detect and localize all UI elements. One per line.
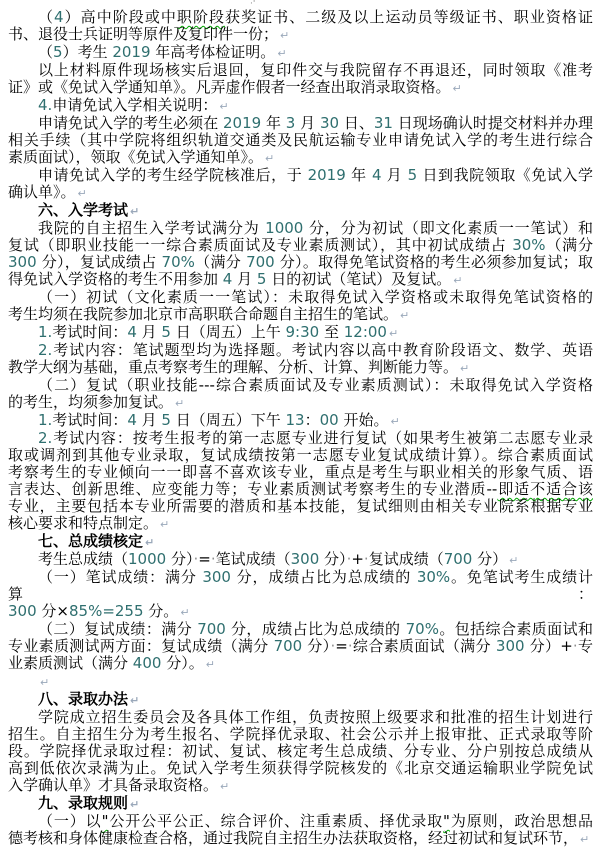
- text-run: 入学确认单》才具备录取资格。: [8, 776, 219, 794]
- text-line: [8, 569, 593, 603]
- text-line: [8, 115, 593, 132]
- paragraph-mark-icon: ↵: [40, 676, 50, 689]
- text-run: 德考核和身体健康检查合格，通过我院自主招生办法获取资格，经过初试和复试环节，: [8, 829, 579, 847]
- paragraph-mark-icon: ↵: [175, 397, 185, 410]
- text-run: 考生均须在我院参加北京市高职联合命题自主招生的笔试。: [8, 305, 399, 323]
- text-run: 的考生，均须参加复试。: [8, 393, 174, 411]
- grammar-underline: 即适不适合该: [497, 480, 593, 498]
- text-run: 复试（即职业技能一一综合素质面试及专业素质测试），其中初试成绩占 30%（满分: [8, 236, 593, 254]
- text-line: [8, 149, 593, 167]
- text-line: [8, 551, 593, 569]
- paragraph-mark-icon: ↵: [453, 274, 463, 287]
- grammar-underline: ": [443, 812, 450, 830]
- grammar-underline: 职阶段: [176, 8, 226, 26]
- text-line: [8, 533, 593, 551]
- paragraph-mark-icon: ↵: [388, 327, 399, 340]
- text-line: [8, 26, 593, 44]
- text-line: [8, 62, 593, 79]
- text-run: 相关手续（其中学院将组织轨道交通类及民航运输专业申请免试入学的考生进行综合: [8, 131, 593, 149]
- text-line: [8, 184, 593, 202]
- paragraph: [8, 220, 593, 289]
- text-line: [8, 132, 593, 149]
- text-run: 书、退役士兵证明等原件及复印件一份；: [8, 25, 279, 43]
- text-run: 确认单》。: [8, 183, 76, 201]
- text-run: （一）初试（文化素质一一笔试）：未取得免试入学资格或未取得免笔试资格的: [38, 288, 593, 306]
- text-run: 300 分），复试成绩占 70%（满分 700 分）。取得免笔试资格的考生必须参加复试；取: [8, 253, 593, 271]
- paragraph-mark-icon: ↵: [400, 309, 410, 322]
- section-heading: [8, 202, 593, 220]
- text-run: 1.考试时间：4 月 5 日（周五）上午 9:30 至 12:00: [38, 323, 387, 341]
- text-line: [8, 726, 593, 743]
- text-run: 证》或《免试入学通知单》。凡弄虚作假者一经查出取消录取资格。: [8, 78, 451, 96]
- text-run: 以上材料原件现场核实后退回，复印件交与我院留存不再退还，同时领取《准考: [38, 61, 593, 79]
- paragraph-mark-icon: ↵: [265, 152, 275, 165]
- text-line: [8, 515, 593, 533]
- text-run: 素质面试），领取《免试入学通知单》。: [8, 148, 264, 166]
- text-run: （一）以"公开公平公正、综合评价、注重素质、择优录取"为原则，政治思想品: [38, 812, 593, 830]
- paragraph: [8, 569, 593, 621]
- text-line: [8, 691, 593, 709]
- paragraph-mark-icon: ↵: [220, 780, 230, 793]
- paragraph-mark-icon: ↵: [219, 100, 229, 113]
- paragraph: [8, 324, 593, 342]
- text-run: 学院成立招生委员会及各具体工作组，负责按照上级要求和批准的招生计划进行: [38, 708, 593, 726]
- paragraph-mark-icon: ↵: [130, 798, 140, 811]
- paragraph-mark-icon: ↵: [77, 187, 87, 200]
- text-run: 300 分×85%=255 分。: [8, 602, 179, 620]
- text-line: [8, 830, 593, 848]
- paragraph: [8, 709, 593, 795]
- text-run: （4）高中阶段或中职阶段获奖证书、二级及以上运动员等级证书、职业资格证: [38, 8, 593, 26]
- text-line: [8, 795, 593, 813]
- text-line: [8, 79, 593, 97]
- paragraph: [8, 377, 593, 412]
- text-run: 六、入学考试: [38, 201, 129, 219]
- text-line: [8, 813, 593, 830]
- text-line: [8, 655, 593, 673]
- text-line: [8, 289, 593, 306]
- text-run: 核心要求和特点制定。: [8, 514, 159, 532]
- grammar-underline: ": [101, 812, 109, 830]
- paragraph: [8, 9, 593, 44]
- text-run: 言表达、创新思维、应变能力等；专业素质测试考察考生的专业潜质--即适不适合该: [8, 480, 593, 498]
- text-run: （一）笔试成绩：满分 300 分，成绩占比为总成绩的 30%。免笔试考生成绩计算：: [8, 568, 593, 603]
- paragraph: [8, 289, 593, 324]
- text-line: [8, 394, 593, 412]
- text-run: 段。学院择优录取过程：初试、复试、核定考生总成绩、分专业、分户别按总成绩从: [8, 742, 593, 760]
- text-run: （二）复试成绩：满分 700 分，成绩占比为总成绩的 70%。包括综合素质面试和: [38, 620, 593, 638]
- text-line: [8, 603, 593, 621]
- paragraph-mark-icon: ↵: [130, 694, 140, 707]
- text-run: 2.考试内容：笔试题型均为选择题。考试内容以高中教育阶段语文、数学、英语: [38, 341, 593, 359]
- text-run: 2.考试内容：按考生报考的第一志愿专业进行复试（如果考生被第二志愿专业录: [38, 429, 593, 447]
- text-line: [8, 709, 593, 726]
- stray-mark: ·': [250, 0, 256, 9]
- text-run: 我院的自主招生入学考试满分为 1000 分，分为初试（即文化素质一一笔试）和: [38, 219, 593, 237]
- paragraph-mark-icon: ↵: [277, 47, 287, 60]
- text-run: 专业，主要包括本专业所需要的潜质和基本技能，复试细则由相关专业院系根据专业: [8, 497, 593, 515]
- paragraph-mark-icon: ↵: [580, 833, 590, 846]
- text-line: [8, 777, 593, 795]
- text-line: [8, 359, 593, 377]
- paragraph: [8, 44, 593, 62]
- text-run: 1.考试时间：4 月 5 日（周五）下午 13：00 开始。: [38, 411, 389, 429]
- section-heading: [8, 533, 593, 551]
- text-line: [8, 237, 593, 254]
- paragraph-mark-icon: ↵: [205, 658, 215, 671]
- text-run: 申请免试入学的考生必须在 2019 年 3 月 30 日、31 日现场确认时提交材料并办理: [38, 114, 593, 132]
- text-run: （二）复试（职业技能---综合素质面试及专业素质测试）：未取得免试入学资格: [38, 376, 593, 394]
- text-line: [8, 481, 593, 498]
- paragraph: [8, 551, 593, 569]
- text-line: [8, 760, 593, 777]
- text-run: 专业素质测试两方面：复试成绩（满分 700 分）·=·综合素质面试（满分 300 分）+·专: [8, 637, 593, 655]
- paragraph-mark-icon: ↵: [509, 554, 519, 567]
- text-run: 申请免试入学的考生经学院核准后，于 2019 年 4 月 5 日到我院领取《免试入学: [38, 166, 593, 184]
- text-line: [8, 44, 593, 62]
- text-line: [8, 447, 593, 464]
- text-line: [8, 430, 593, 447]
- paragraph-mark-icon: ↵: [460, 362, 470, 375]
- paragraph-mark-icon: ↵: [452, 82, 462, 95]
- text-line: [8, 271, 593, 289]
- text-line: [8, 412, 593, 430]
- paragraph: [8, 167, 593, 202]
- text-run: 高到低依次录满为止。免试入学考生须获得学院核发的《北京交通运输职业学院免试: [8, 759, 593, 777]
- text-line: [8, 638, 593, 655]
- paragraph: [8, 621, 593, 673]
- text-line: [8, 306, 593, 324]
- text-run: 七、总成绩核定: [38, 532, 144, 550]
- paragraph: [8, 62, 593, 97]
- text-line: [8, 464, 593, 481]
- text-line: [8, 743, 593, 760]
- text-run: 取或调剂到其他专业录取，复试成绩按第一志愿专业复试成绩计算）。综合素质面试: [8, 446, 593, 464]
- text-run: 得免试入学资格的考生不用参加 4 月 5 日的初试（笔试）及复试。: [8, 270, 452, 288]
- text-line: [8, 324, 593, 342]
- text-line: [8, 342, 593, 359]
- paragraph-mark-icon: ↵: [390, 415, 400, 428]
- text-line: [8, 498, 593, 515]
- text-run: 考察考生的专业倾向一一即喜不喜欢该专业，重点是考生与职业相关的形象气质、语: [8, 463, 593, 481]
- paragraph: [8, 97, 593, 115]
- text-run: 九、录取规则: [38, 794, 129, 812]
- section-heading: [8, 795, 593, 813]
- paragraph: [8, 342, 593, 377]
- text-line: [8, 254, 593, 271]
- text-line: [8, 97, 593, 115]
- text-run: （5）考生 2019 年高考体检证明。: [38, 43, 276, 61]
- text-line: [8, 377, 593, 394]
- paragraph-mark-icon: ↵: [130, 205, 140, 218]
- paragraph-mark-icon: ↵: [160, 518, 170, 531]
- text-run: 考生总成绩（1000 分）·=·笔试成绩（300 分）·+·复试成绩（700 分）: [38, 550, 508, 568]
- empty-paragraph: [8, 673, 593, 691]
- text-run: 招生。自主招生分为考生报名、学院择优录取、社会公示并上报审批、正式录取等阶: [8, 725, 593, 743]
- text-line: [8, 220, 593, 237]
- paragraph-mark-icon: ↵: [145, 536, 155, 549]
- paragraph: [8, 813, 593, 848]
- text-line: [8, 621, 593, 638]
- text-line: [8, 167, 593, 184]
- text-line: [8, 202, 593, 220]
- paragraph-mark-icon: ↵: [280, 29, 290, 42]
- text-line: [8, 673, 593, 691]
- paragraph: [8, 430, 593, 533]
- text-run: 业素质测试（满分 400 分）。: [8, 654, 204, 672]
- paragraph-mark-icon: ↵: [180, 606, 190, 619]
- text-run: 4.申请免试入学相关说明：: [38, 96, 218, 114]
- text-run: 教学大纲为基础，重点考察考生的理解、分析、计算、判断能力等。: [8, 358, 459, 376]
- text-line: [8, 9, 593, 26]
- paragraph: [8, 115, 593, 167]
- section-heading: [8, 691, 593, 709]
- paragraph: [8, 412, 593, 430]
- text-run: 八、录取办法: [38, 690, 129, 708]
